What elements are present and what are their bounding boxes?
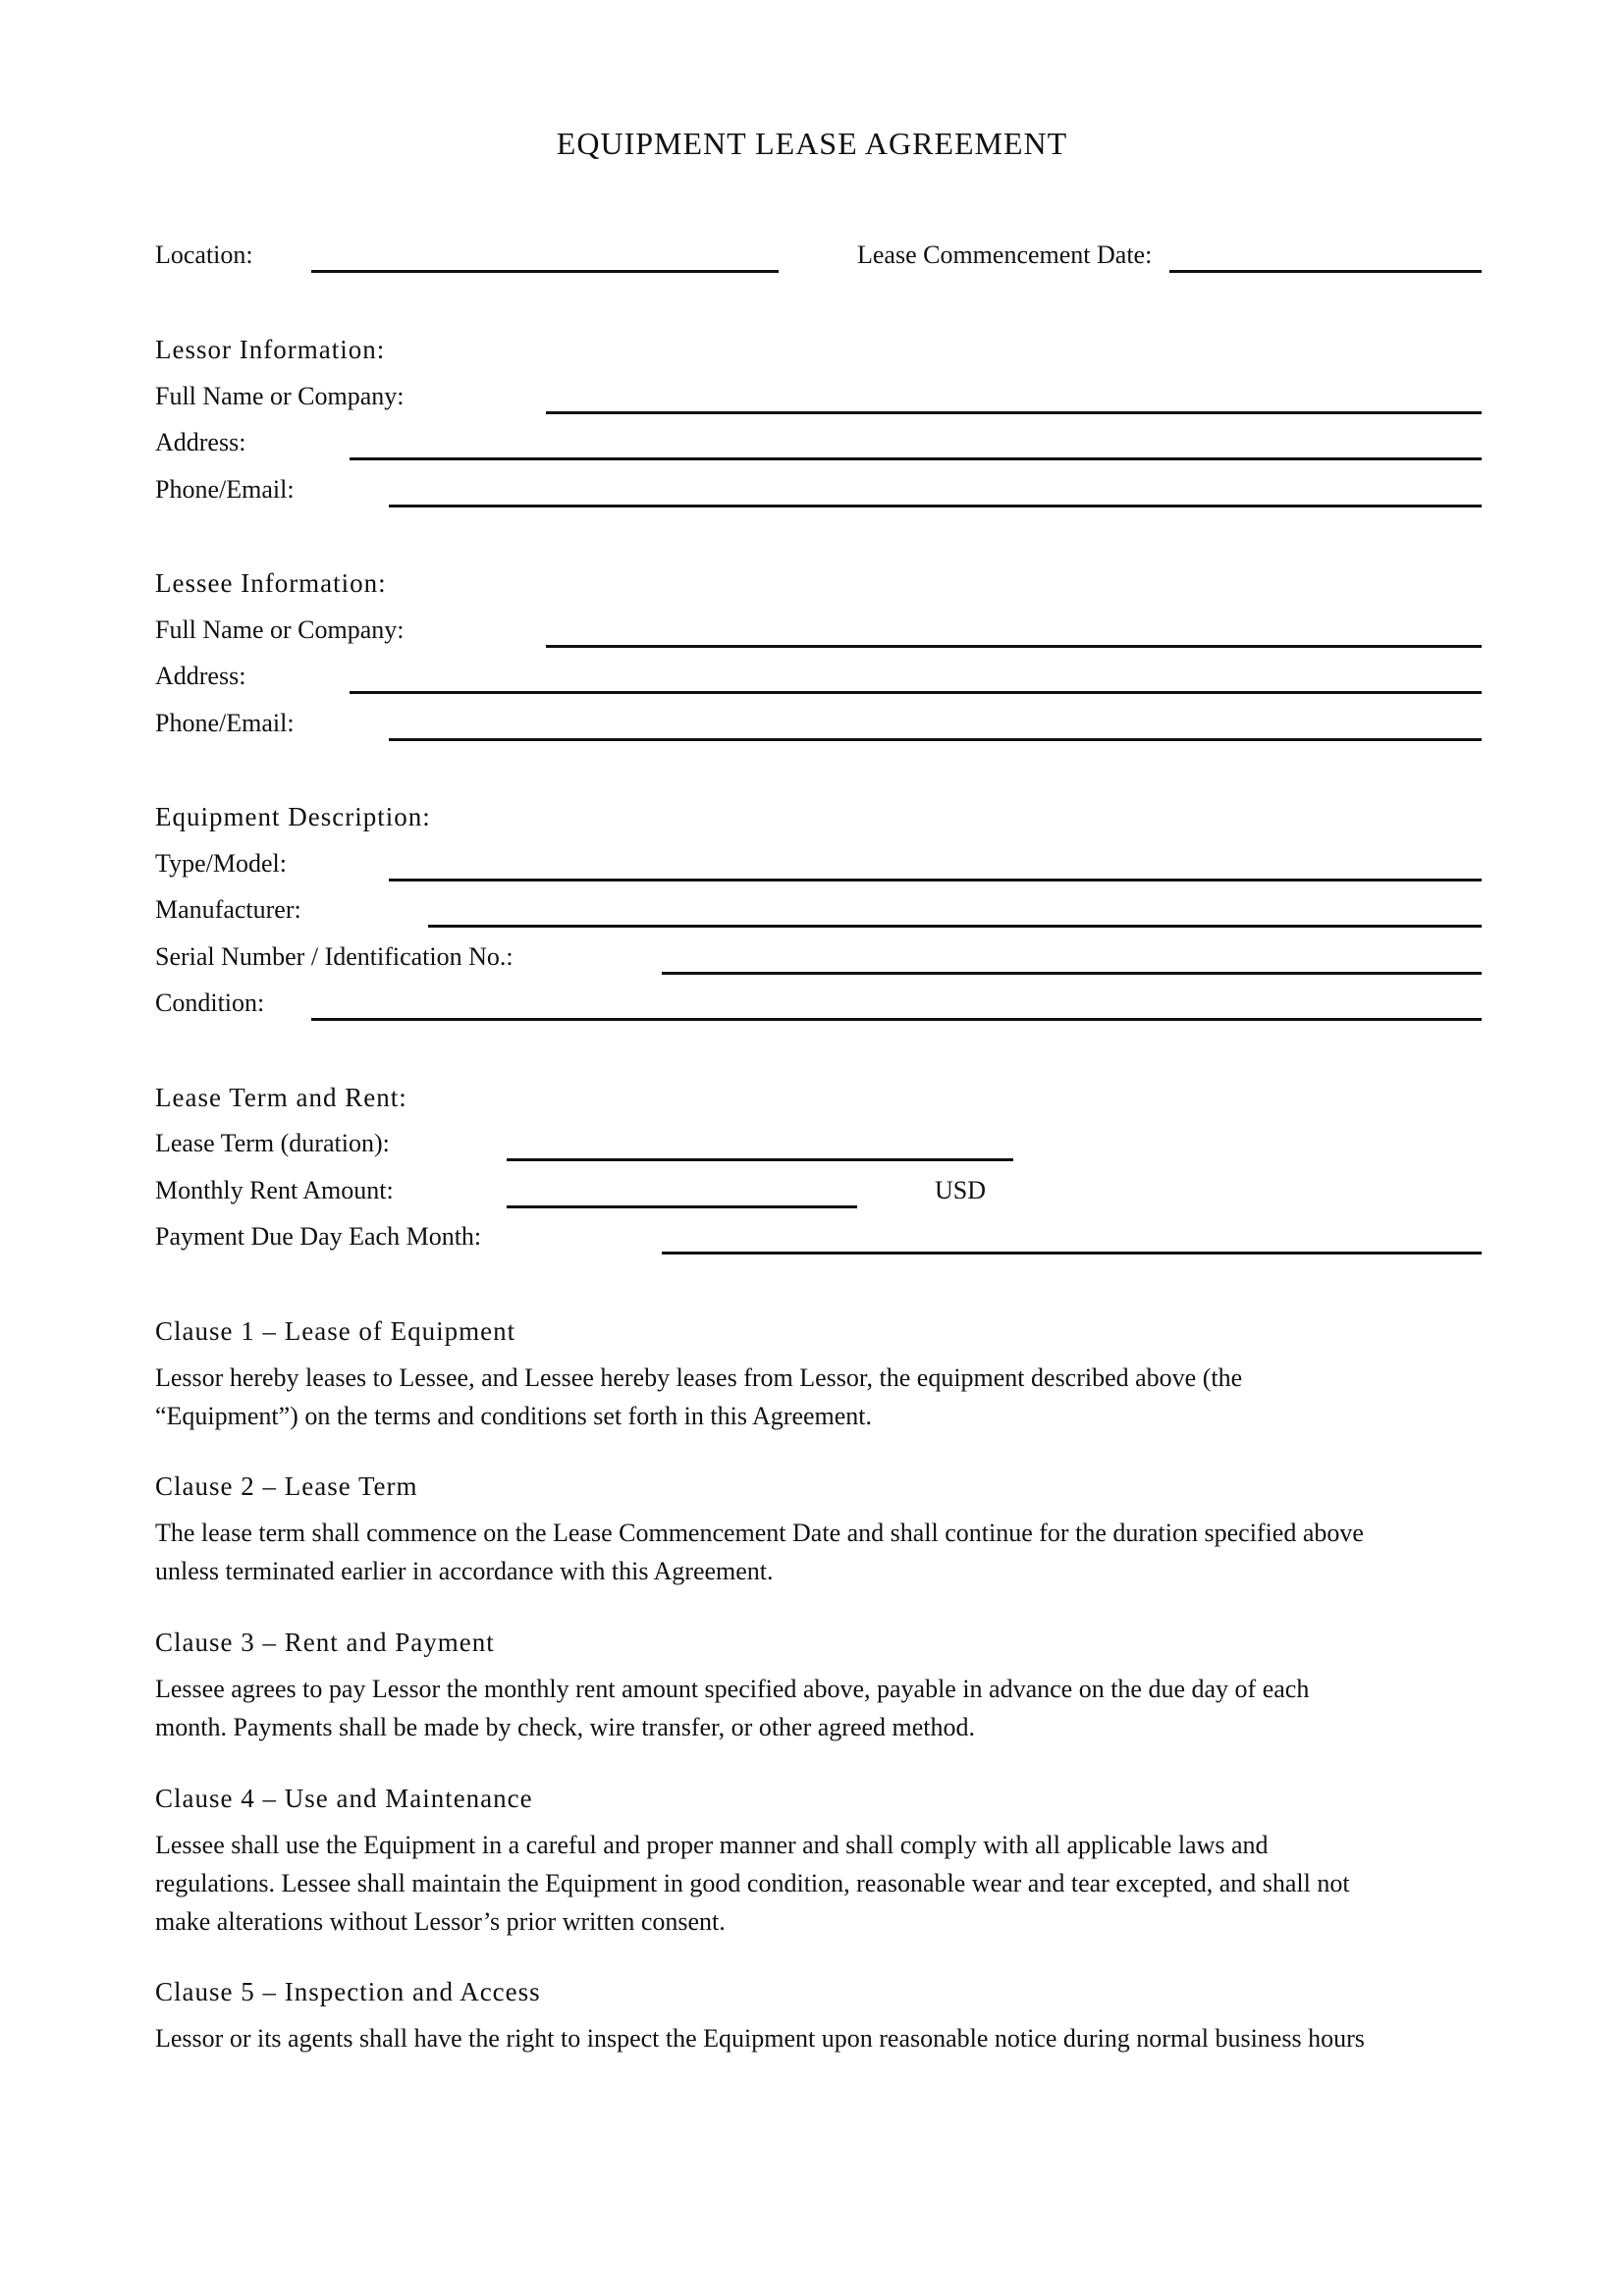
- clause-3-title: Clause 3 – Rent and Payment: [155, 1628, 495, 1657]
- equipment-condition-label: Condition:: [155, 988, 265, 1017]
- lessee-address-label: Address:: [155, 662, 246, 690]
- payment-due-label: Payment Due Day Each Month:: [155, 1222, 482, 1251]
- clause-line: “Equipment”) on the terms and conditions set forth in this Agreement.: [155, 1402, 873, 1430]
- clause-line: regulations. Lessee shall maintain the Equipment in good condition, reasonable wear and tear excepted, and shall not: [155, 1869, 1350, 1897]
- equipment-heading: Equipment Description:: [155, 802, 431, 831]
- lessor-address-field[interactable]: [350, 457, 1482, 460]
- clause-1-body: [155, 1359, 1490, 1435]
- clause-line: Lessor hereby leases to Lessee, and Lessee hereby leases from Lessor, the equipment described above (the: [155, 1363, 1243, 1392]
- location-field[interactable]: [311, 270, 779, 273]
- term-duration-field[interactable]: [507, 1158, 1013, 1161]
- lessee-heading: Lessee Information:: [155, 568, 387, 598]
- equipment-manufacturer-label: Manufacturer:: [155, 895, 301, 924]
- clause-2-title: Clause 2 – Lease Term: [155, 1471, 418, 1501]
- clause-line: unless terminated earlier in accordance with this Agreement.: [155, 1557, 774, 1585]
- equipment-condition-field[interactable]: [311, 1018, 1482, 1021]
- lessee-contact-label: Phone/Email:: [155, 709, 295, 737]
- equipment-serial-label: Serial Number / Identification No.:: [155, 942, 514, 971]
- location-label: Location:: [155, 240, 253, 269]
- lessor-name-label: Full Name or Company:: [155, 382, 405, 410]
- rent-amount-label: Monthly Rent Amount:: [155, 1176, 394, 1204]
- term-heading: Lease Term and Rent:: [155, 1083, 407, 1112]
- lessee-name-field[interactable]: [546, 645, 1482, 648]
- document-title: EQUIPMENT LEASE AGREEMENT: [556, 126, 1068, 161]
- commencement-date-field[interactable]: [1169, 270, 1482, 273]
- clause-line: Lessor or its agents shall have the right to inspect the Equipment upon reasonable notice during normal business hours: [155, 2024, 1365, 2053]
- lessor-contact-field[interactable]: [389, 505, 1482, 507]
- clause-4-title: Clause 4 – Use and Maintenance: [155, 1784, 533, 1813]
- lessor-contact-label: Phone/Email:: [155, 475, 295, 504]
- equipment-serial-field[interactable]: [662, 972, 1482, 975]
- clause-4-body: [155, 1826, 1490, 1941]
- clause-2-body: [155, 1514, 1490, 1590]
- rent-amount-field[interactable]: [507, 1205, 857, 1208]
- clause-3-body: [155, 1670, 1490, 1746]
- clause-line: Lessee shall use the Equipment in a careful and proper manner and shall comply with all applicable laws and: [155, 1831, 1269, 1859]
- clause-line: make alterations without Lessor’s prior written consent.: [155, 1907, 726, 1936]
- rent-currency: USD: [935, 1176, 987, 1204]
- clause-1-title: Clause 1 – Lease of Equipment: [155, 1316, 516, 1346]
- equipment-type-label: Type/Model:: [155, 849, 287, 878]
- lessor-address-label: Address:: [155, 428, 246, 456]
- term-duration-label: Lease Term (duration):: [155, 1129, 390, 1157]
- lessee-contact-field[interactable]: [389, 738, 1482, 741]
- clause-line: The lease term shall commence on the Lease Commencement Date and shall continue for the duration specified above: [155, 1519, 1364, 1547]
- clause-5-body: [155, 2019, 1490, 2057]
- clause-line: Lessee agrees to pay Lessor the monthly rent amount specified above, payable in advance on the due day of each: [155, 1675, 1310, 1703]
- lessor-heading: Lessor Information:: [155, 335, 386, 364]
- equipment-type-field[interactable]: [389, 879, 1482, 881]
- commencement-date-label: Lease Commencement Date:: [857, 240, 1153, 269]
- clause-line: month. Payments shall be made by check, wire transfer, or other agreed method.: [155, 1713, 976, 1741]
- equipment-manufacturer-field[interactable]: [428, 925, 1482, 928]
- clause-5-title: Clause 5 – Inspection and Access: [155, 1977, 541, 2006]
- lessee-address-field[interactable]: [350, 691, 1482, 694]
- lessee-name-label: Full Name or Company:: [155, 615, 405, 644]
- lessor-name-field[interactable]: [546, 411, 1482, 414]
- payment-due-field[interactable]: [662, 1252, 1482, 1255]
